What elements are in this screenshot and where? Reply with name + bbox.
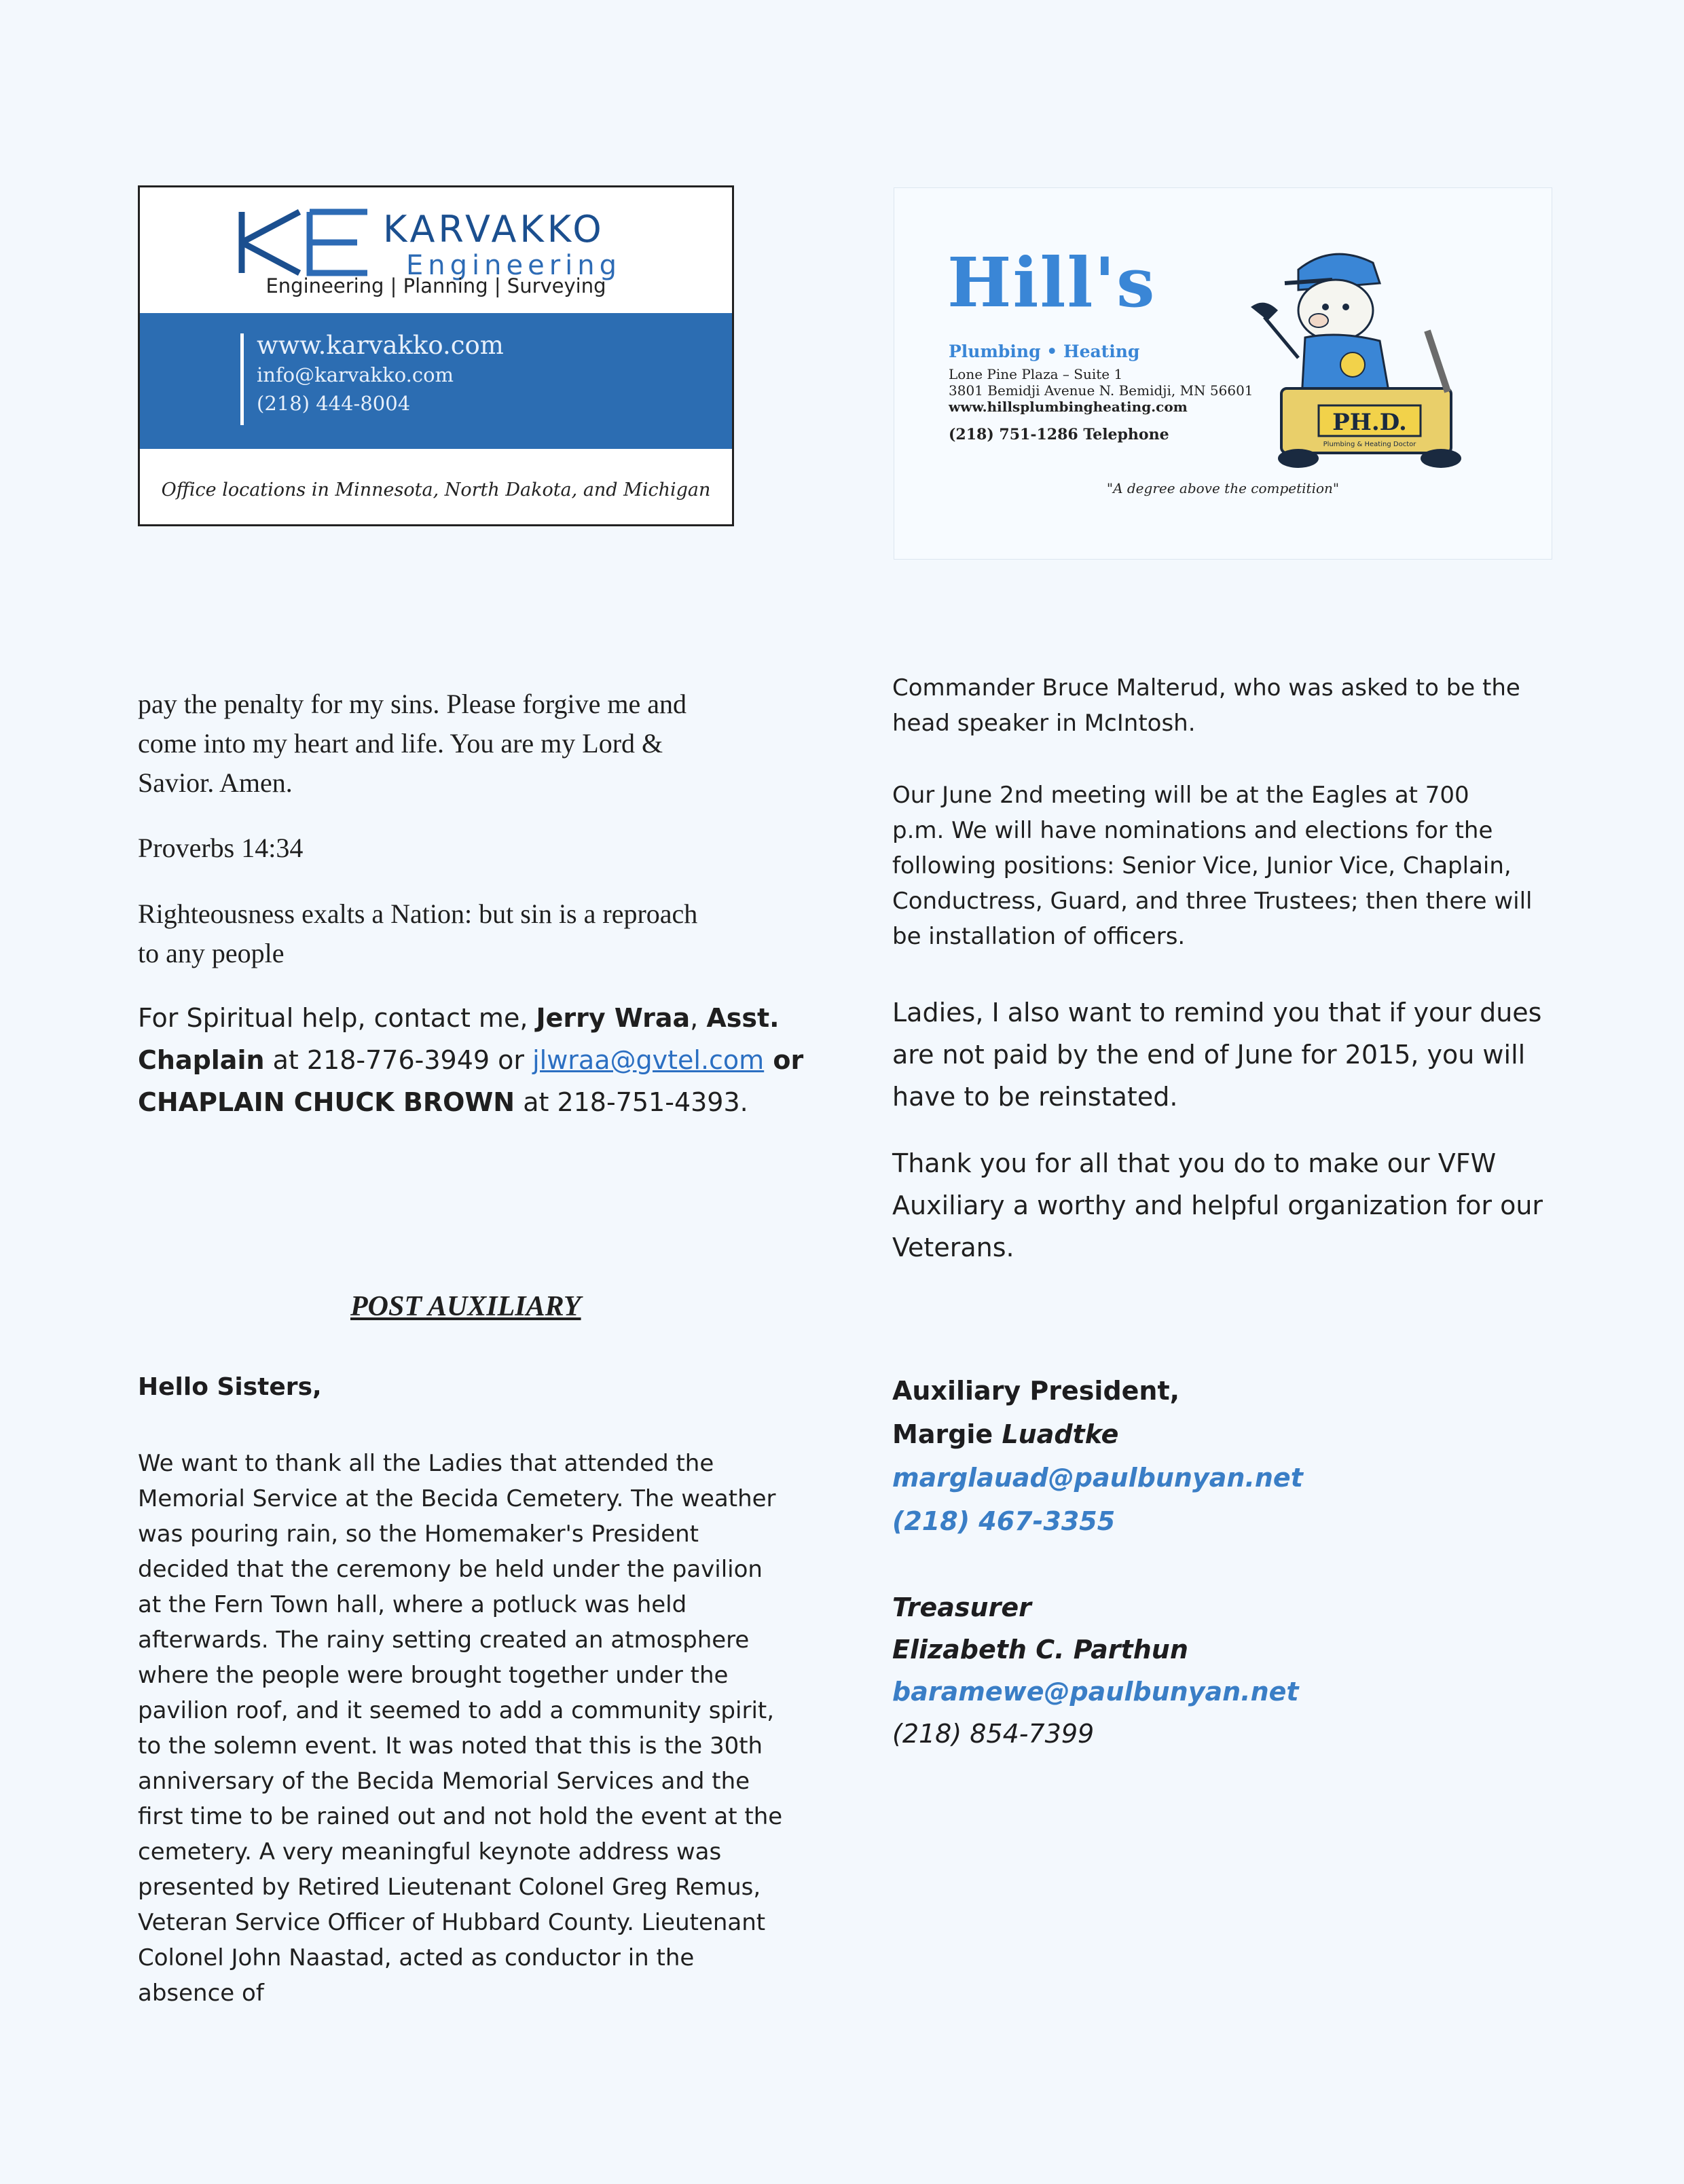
text-line: to the solemn event. It was noted that this is the 30th — [138, 1732, 763, 1760]
hills-name: Hill's — [947, 242, 1156, 323]
text-line: at the Fern Town hall, where a potluck was held — [138, 1591, 687, 1618]
text-line: Conductress, Guard, and three Trustees; then there will — [892, 888, 1533, 915]
memorial-paragraph — [138, 1446, 782, 2011]
text-line: We want to thank all the Ladies that attended the — [138, 1450, 714, 1477]
treasurer-email-link[interactable]: baramewe@paulbunyan.net — [892, 1677, 1299, 1707]
text-line: cemetery. A very meaningful keynote address was — [138, 1838, 722, 1866]
asst-chaplain-email-link[interactable]: jlwraa@gvtel.com — [532, 1045, 765, 1075]
treasurer-phone: (218) 854-7399 — [892, 1719, 1095, 1749]
text-line: absence of — [138, 1980, 264, 2007]
karvakko-contact-band — [140, 313, 732, 449]
dues-paragraph — [892, 991, 1541, 1118]
text-line: p.m. We will have nominations and elections for the — [892, 817, 1493, 844]
text-line: come into my heart and life. You are my Lord & — [138, 728, 663, 759]
text-line: Veteran Service Officer of Hubbard County. Lieutenant — [138, 1909, 766, 1936]
text-line: Veterans. — [892, 1233, 1014, 1262]
text-line: first time to be rained out and not hold the event at the — [138, 1803, 783, 1830]
help-intro: For Spiritual help, contact me, — [138, 1003, 536, 1033]
text-line: pay the penalty for my sins. Please forgive me and — [138, 689, 687, 719]
asst-chaplain-phone: at 218-776-3949 or — [264, 1045, 533, 1075]
president-signature — [892, 1369, 1303, 1543]
thanks-paragraph — [892, 1142, 1543, 1269]
karvakko-email: info@karvakko.com — [257, 363, 454, 386]
post-auxiliary-heading: POST AUXILIARY — [350, 1291, 581, 1322]
phd-badge-sub: Plumbing & Heating Doctor — [1323, 441, 1416, 448]
proverb-quote — [138, 894, 697, 973]
karvakko-logo-icon — [235, 205, 378, 280]
text-line: Commander Bruce Malterud, who was asked to be the — [892, 674, 1520, 702]
text-line: Memorial Service at the Becida Cemetery. The weather — [138, 1485, 776, 1512]
text-line: are not paid by the end of June for 2015, you will — [892, 1040, 1526, 1070]
karvakko-services: Engineering | Planning | Surveying — [266, 274, 606, 297]
text-line: Colonel John Naastad, acted as conductor in the — [138, 1944, 695, 1971]
greeting: Hello Sisters, — [138, 1373, 322, 1401]
president-first-name: Margie — [892, 1419, 1002, 1449]
karvakko-offices: Office locations in Minnesota, North Dakota, and Michigan — [161, 479, 711, 500]
karvakko-divider — [240, 333, 244, 425]
text-line: presented by Retired Lieutenant Colonel Greg Remus, — [138, 1874, 761, 1901]
hills-subtitle: Plumbing • Heating — [949, 342, 1140, 361]
text-line — [138, 997, 803, 1039]
text-line: Savior. Amen. — [138, 767, 293, 798]
proverbs-reference: Proverbs 14:34 — [138, 833, 304, 863]
meeting-paragraph — [892, 778, 1533, 954]
president-name — [892, 1413, 1303, 1456]
hills-tagline: "A degree above the competition" — [1106, 480, 1340, 496]
president-title: Auxiliary President, — [892, 1376, 1180, 1406]
plumber-mascot-icon — [1224, 242, 1482, 473]
text-line: head speaker in McIntosh. — [892, 710, 1196, 737]
treasurer-name: Elizabeth C. Parthun — [892, 1635, 1188, 1664]
treasurer-signature — [892, 1586, 1299, 1755]
text-line: where the people were brought together under the — [138, 1662, 729, 1689]
phd-badge: PH.D. — [1332, 409, 1407, 436]
hills-phone: (218) 751-1286 Telephone — [949, 426, 1169, 443]
text-line: be installation of officers. — [892, 923, 1186, 950]
chaplain-label: Chaplain — [138, 1045, 265, 1075]
asst-chaplain-name: Jerry Wraa — [536, 1003, 691, 1033]
help-or: or — [764, 1045, 804, 1075]
karvakko-name: KARVAKKO — [383, 208, 605, 251]
text-line: afterwards. The rainy setting created an atmosphere — [138, 1626, 750, 1654]
spiritual-help-paragraph — [138, 997, 803, 1123]
text-line: Righteousness exalts a Nation: but sin is a reproach — [138, 898, 698, 929]
karvakko-phone: (218) 444-8004 — [257, 392, 411, 415]
text-line: was pouring rain, so the Homemaker's President — [138, 1521, 699, 1548]
chaplain-name: CHAPLAIN CHUCK BROWN — [138, 1087, 515, 1117]
prayer-paragraph — [138, 685, 687, 803]
text-line: Our June 2nd meeting will be at the Eagles at 700 — [892, 782, 1469, 809]
chaplain-phone: at 218-751-4393. — [515, 1087, 748, 1117]
asst-label: Asst. — [706, 1003, 780, 1033]
hills-website: www.hillsplumbingheating.com — [949, 399, 1188, 415]
karvakko-subname: Engineering — [406, 250, 621, 281]
text-line: anniversary of the Becida Memorial Services and the — [138, 1768, 750, 1795]
president-last-name: Luadtke — [1002, 1419, 1119, 1449]
text-line: pavilion roof, and it seemed to add a community spirit, — [138, 1697, 775, 1724]
hills-address-line1: Lone Pine Plaza – Suite 1 — [949, 366, 1123, 382]
help-comma: , — [690, 1003, 707, 1033]
text-line: decided that the ceremony be held under the pavilion — [138, 1556, 763, 1583]
treasurer-title: Treasurer — [892, 1592, 1031, 1622]
commander-paragraph — [892, 670, 1520, 741]
president-phone: (218) 467-3355 — [892, 1506, 1116, 1536]
text-line — [138, 1081, 803, 1123]
karvakko-ad-card — [138, 185, 734, 526]
text-line: have to be reinstated. — [892, 1082, 1178, 1112]
text-line — [138, 1039, 803, 1081]
text-line: Auxiliary a worthy and helpful organization for our — [892, 1190, 1543, 1220]
karvakko-website: www.karvakko.com — [257, 331, 504, 360]
text-line: Thank you for all that you do to make our VFW — [892, 1148, 1497, 1178]
hills-address-line2: 3801 Bemidji Avenue N. Bemidji, MN 56601 — [949, 382, 1253, 399]
text-line: Ladies, I also want to remind you that if your dues — [892, 998, 1542, 1027]
president-email-link[interactable]: marglauad@paulbunyan.net — [892, 1463, 1303, 1493]
text-line: to any people — [138, 938, 285, 968]
text-line: following positions: Senior Vice, Junior Vice, Chaplain, — [892, 852, 1512, 879]
hills-ad-card — [894, 187, 1552, 560]
